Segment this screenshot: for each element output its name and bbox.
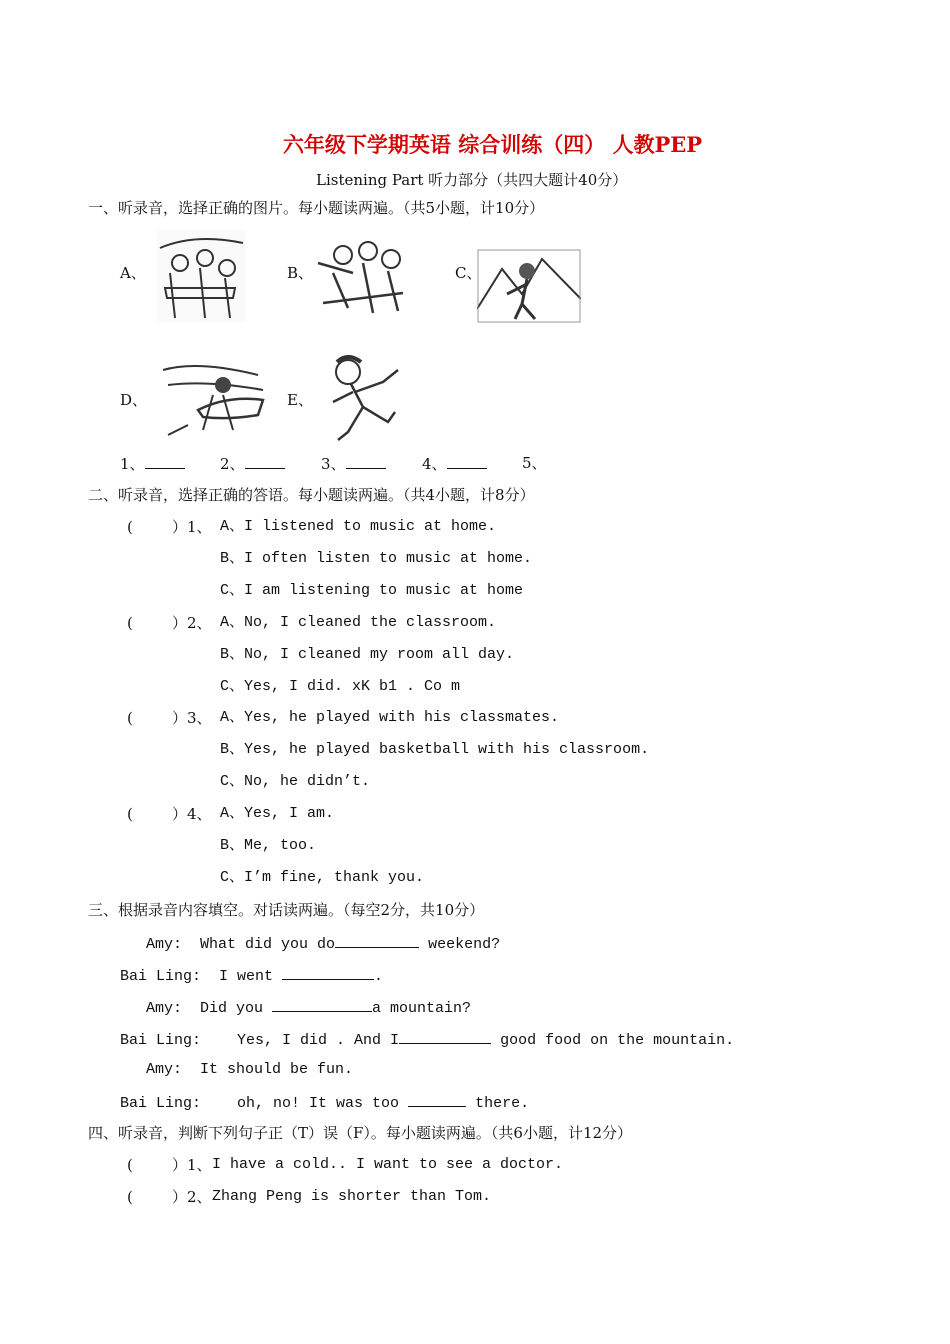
answer-5 — [522, 454, 547, 472]
tf1-paren[interactable]: ( — [127, 1156, 133, 1174]
speaker: Bai Ling: — [120, 1095, 202, 1112]
q3-option-c: C、No, he didn’t. — [220, 773, 371, 790]
tf2-number: ）2、 — [172, 1188, 212, 1206]
line-text: good food on the mountain. — [491, 1032, 735, 1049]
speaker: Amy: — [146, 1061, 183, 1078]
answer-2-blank[interactable] — [245, 454, 285, 469]
dialog-line-5 — [146, 1061, 353, 1079]
q4-number: ）4、 — [172, 805, 212, 823]
q4-paren[interactable]: ( — [127, 805, 133, 823]
dialog-blank-3[interactable] — [272, 997, 372, 1012]
section-4-heading: 四、听录音，判断下列句子正（T）误（F）。每小题读两遍。（共6小题，计12分） — [88, 1124, 633, 1142]
tf1-text: I have a cold.. I want to see a doctor. — [212, 1156, 564, 1173]
answer-3-blank[interactable] — [346, 454, 386, 469]
answer-1 — [120, 454, 185, 473]
q1-option-b: B、I often listen to music at home. — [220, 550, 533, 567]
q1-number: ）1、 — [172, 518, 212, 536]
q3-option-a: A、Yes, he played with his classmates. — [220, 709, 560, 726]
answer-4-blank[interactable] — [447, 454, 487, 469]
subtitle: Listening Part 听力部分（共四大题计40分） — [316, 171, 628, 189]
q1-option-c: C、I am listening to music at home — [220, 582, 524, 599]
q2-option-a: A、No, I cleaned the classroom. — [220, 614, 497, 631]
dialog-blank-2[interactable] — [282, 965, 374, 980]
section-3-heading: 三、根据录音内容填空。对话读两遍。（每空2分，共10分） — [88, 901, 485, 919]
line-text: Did you — [200, 1000, 273, 1017]
answer-3-num: 3、 — [321, 455, 346, 473]
q2-number: ）2、 — [172, 614, 212, 632]
q3-paren[interactable]: ( — [127, 709, 133, 727]
tf1-number: ）1、 — [172, 1156, 212, 1174]
q1-paren[interactable]: ( — [127, 518, 133, 536]
line-text: It should be fun. — [200, 1061, 354, 1078]
line-text: Yes, I did . And I — [237, 1032, 400, 1049]
answer-5-num: 5、 — [522, 454, 547, 472]
line-text: weekend? — [419, 936, 501, 953]
option-e-label: E、 — [287, 391, 313, 409]
answer-2 — [220, 454, 285, 473]
dialog-line-2 — [120, 965, 383, 986]
line-text: a mountain? — [372, 1000, 472, 1017]
q2-option-b: B、No, I cleaned my room all day. — [220, 646, 515, 663]
answer-1-blank[interactable] — [145, 454, 185, 469]
section-1-heading: 一、听录音，选择正确的图片。每小题读两遍。（共5小题，计10分） — [88, 199, 545, 217]
line-text: oh, no! It was too — [237, 1095, 409, 1112]
option-d-label: D、 — [120, 391, 148, 409]
tf2-text: Zhang Peng is shorter than Tom. — [212, 1188, 492, 1205]
page-title: 六年级下学期英语 综合训练（四） 人教PEP — [282, 132, 703, 157]
q4-option-c: C、I’m fine, thank you. — [220, 869, 425, 886]
answer-2-num: 2、 — [220, 455, 245, 473]
dialog-line-6 — [120, 1092, 529, 1113]
dialog-blank-4[interactable] — [399, 1029, 491, 1044]
line-text: there. — [466, 1095, 530, 1112]
dialog-blank-1[interactable] — [335, 933, 419, 948]
q4-option-b: B、Me, too. — [220, 837, 317, 854]
q3-option-b: B、Yes, he played basketball with his classroom. — [220, 741, 650, 758]
line-text: . — [374, 968, 384, 985]
picture-a — [155, 228, 247, 324]
speaker: Bai Ling: — [120, 968, 202, 985]
q2-paren[interactable]: ( — [127, 614, 133, 632]
picture-e — [323, 352, 405, 444]
q3-number: ）3、 — [172, 709, 212, 727]
answer-3 — [321, 454, 386, 473]
picture-d — [158, 355, 270, 437]
picture-c — [477, 249, 581, 323]
q4-option-a: A、Yes, I am. — [220, 805, 335, 822]
picture-b — [313, 233, 410, 319]
answer-1-num: 1、 — [120, 455, 145, 473]
q2-option-c: C、Yes, I did. xK b1 . Co m — [220, 678, 461, 695]
speaker: Amy: — [146, 936, 183, 953]
dialog-line-4 — [120, 1029, 734, 1050]
tf2-paren[interactable]: ( — [127, 1188, 133, 1206]
dialog-line-1 — [146, 933, 500, 954]
speaker: Amy: — [146, 1000, 183, 1017]
answer-4-num: 4、 — [422, 455, 447, 473]
option-c-label: C、 — [455, 264, 482, 282]
answer-4 — [422, 454, 487, 473]
option-a-label: A、 — [120, 264, 146, 282]
line-text: I went — [219, 968, 283, 985]
option-b-label: B、 — [287, 264, 314, 282]
section-2-heading: 二、听录音，选择正确的答语。每小题读两遍。（共4小题，计8分） — [88, 486, 535, 504]
dialog-line-3 — [146, 997, 471, 1018]
q1-option-a: A、I listened to music at home. — [220, 518, 497, 535]
line-text: What did you do — [200, 936, 336, 953]
dialog-blank-5[interactable] — [408, 1092, 466, 1107]
speaker: Bai Ling: — [120, 1032, 202, 1049]
